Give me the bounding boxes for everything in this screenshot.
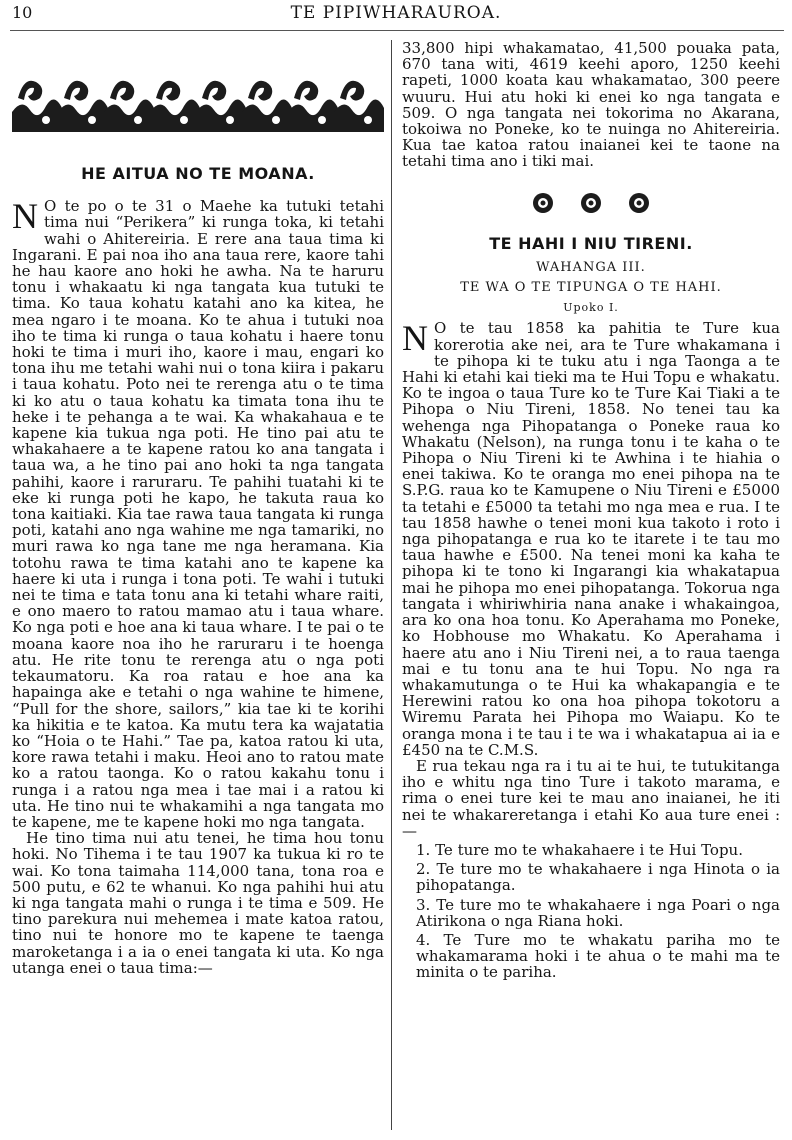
part-label: WAHANGA III. — [536, 259, 646, 275]
article-title: TE HAHI I NIU TIRENI. — [489, 233, 693, 253]
running-title: TE PIPIWHARAUROA. — [290, 3, 502, 23]
list-item: 1. Te ture mo te whakahaere i te Hui Topu. — [416, 840, 743, 859]
page-header — [0, 0, 792, 28]
rosette-icon — [580, 192, 602, 214]
article-title: HE AITUA NO TE MOANA. — [81, 164, 315, 183]
continued-paragraph: 33,800 hipi whakamatao, 41,500 pouaka pata, 670 tana witi, 4619 keehi aporo, 1250 keehi rapeti, 1000 koata kau whakamatao, 300 peere wuuru. Hui atu hoki ki enei ko nga tangata e 509. O nga tangata nei tokorima no Akarana, tokoiwa no Poneke, ko te nuinga no Ahitereiria. Kua tae katoa ratou inaianei kei te taone na tetahi tima ano i tiki mai. — [402, 39, 780, 171]
drop-cap: N — [12, 196, 38, 237]
paragraph: O te tau 1858 ka pahitia te Ture kua korerotia ake nei, ara te Ture whakamana i te pihopa ki te tuku atu i nga Taonga a te Hahi ki etahi kai tieki ma te Hui Topu e whakatu. Ko te ingoa o taua Ture ko te Ture Kai Tiaki a te Pihopa o Niu Tireni, 1858. No tenei tau ka wehenga nga Pihopatanga o Poneke raua ko Whakatu (Nelson), na runga tonu i te kaha o te Pihopa o Niu Tireni ki te Awhina i te hiahia o enei takiwa. Ko te oranga mo enei pihopa na te S.P.G. raua ko te Kamupene o Niu Tireni e £5000 ta tetahi e £5000 ta tetahi mo nga mea e rua. I te tau 1858 hawhe o tenei moni kua takoto i roto i nga pihopatanga e rua ko te itarete i te tau mo taua hawhe e £500. Na tenei moni ka kaha te pihopa ki te tono ki Ingarangi kia whakatapua mai he pihopa mo enei pihopatanga. Tokorua nga tangata i whiriwhiria nana anake i whakaingoa, ara ko ona hoa tonu. Ko Aperahama mo Poneke, ko Hobhouse mo Whakatu. Ko Aperahama i haere atu ano i Niu Tireni nei, a to raua taenga mai e tu tonu ana te hui Topu. No nga ra whakamutunga o te Hui ka whakapangia e te Herewini ratou ko ona hoa pihopa tokotoru a Wiremu Parata hei Pihopa mo Waiapu. Ko te oranga mona i te tau i te wa i whakatapua ai ia e £450 na te C.M.S. — [402, 319, 780, 759]
header-rule — [10, 30, 784, 31]
article-body — [402, 320, 780, 757]
paragraph: He tino tima nui atu tenei, he tima hou tonu hoki. No Tihema i te tau 1907 ka tukua ki ro te wai. Ko tona taimaha 114,000 tana, tona roa e 500 putu, e 62 te whanui. Ko nga pahihi hui atu ki nga tangata mahi o runga i te tima e 509. He tino parekura nui mehemea i mate katoa ratou, tino nui te honore mo te kapene te taenga maroketanga i a ia o enei tangata ki uta. Ko nga utanga enei o taua tima:— — [12, 829, 384, 977]
list-item: 3. Te ture mo te whakahaere i nga Poari o nga Atirikona o nga Riana hoki. — [416, 895, 780, 930]
rosette-icon — [628, 192, 650, 214]
drop-cap: N — [402, 318, 428, 359]
section-subtitle: TE WA O TE TIPUNGA O TE HAHI. — [460, 280, 722, 296]
article-body — [12, 198, 384, 830]
page-number: 10 — [12, 3, 33, 22]
rosette-divider — [402, 192, 780, 214]
paragraph: O te po o te 31 o Maehe ka tutuki tetahi tima nui “Perikera” ki runga toka, ki tetahi wahi o Ahitereiria. E rere ana taua tima ki Ingarani. E pai noa iho ana taua rere, kaore tahi he hau kaore ano hoki he awha. Na te haruru tonu i whakaatu ki nga tangata kua tutuki te tima. Ko taua kohatu katahi ano ka kitea, he mea ngaro i te moana. Ko te ahua i tutuki noa iho te tima ki runga o taua kohatu i haere tonu hoki te tima i muri iho, kaore i mau, engari ko tona ihu me tetahi wahi nui o tona kiira i pakaru i taua kohatu. Poto nei te rerenga atu o te tima ki ko atu o taua kohatu ka timata tona ihu te heke i te pehanga a te wai. Ka whakahaua e te kapene kia tukua nga poti. He tino pai atu te whakahaere a te kapene ratou ko ana tangata i taua wa, a he tino pai ano hoki ta nga tangata pahihi, kaore i raruraru. Te pahihi tuatahi ki te eke ki runga poti he kapo, he takuta raua ko tona kaitiaki. Kia tae rawa taua tangata ki runga poti, katahi ano nga wahine me nga tamariki, no muri rawa ko nga tane me nga heramana. Kia totohu rawa te tima katahi ano te kapene ka haere ki uta i runga i tona poti. Te wahi i tutuki nei te tima e tata tonu ana ki tetahi whare raiti, e ono maero to ratou mamao atu i taua whare. Ko nga poti e hoe ana ki taua whare. I te pai o te moana kaore noa iho he raruraru i te hoenga atu. He rite tonu te rerenga atu o nga poti tekaumatoru. Ka roa ratau e hoe ana ka hapainga ake e tetahi o nga wahine te himene, “Pull for the shore, sailors,” kia tae ki te korihi ka hikitia e te katoa. Ka mutu tera ka wajatatia ko “Hoia o te Hahi.” Tae pa, katoa ratou ki uta, kore rawa tetahi i maku. Heoi ano to ratou mate ko a ratou taonga. Ko o ratou kakahu tonu i runga i a ratou nga mea i tae mai i a ratou ki uta. He tino nui te whakamihi a nga tangata mo te kapene, me te kapene hoki mo nga tangata. — [12, 197, 384, 831]
list-item: 2. Te ture mo te whakahaere i nga Hinota o ia pihopatanga. — [416, 860, 780, 895]
list-item: 4. Te Ture mo te whakatu pariha mo te whakamarama hoki i te ahua o te mahi ma te minita o te pariha. — [416, 930, 780, 982]
rosette-icon — [532, 192, 554, 214]
right-column — [402, 40, 780, 981]
column-divider — [391, 40, 392, 1130]
left-column — [12, 40, 384, 976]
paragraph: E rua tekau nga ra i tu ai te hui, te tutukitanga iho e whitu nga tino Ture i takoto marama, e rima o enei ture kei te mau ano inaianei, he iti nei te whakareretanga i etahi Ko aua ture enei :— — [402, 756, 780, 840]
chapter-label: Upoko I. — [563, 301, 619, 315]
ornament-banner-icon — [12, 68, 384, 132]
